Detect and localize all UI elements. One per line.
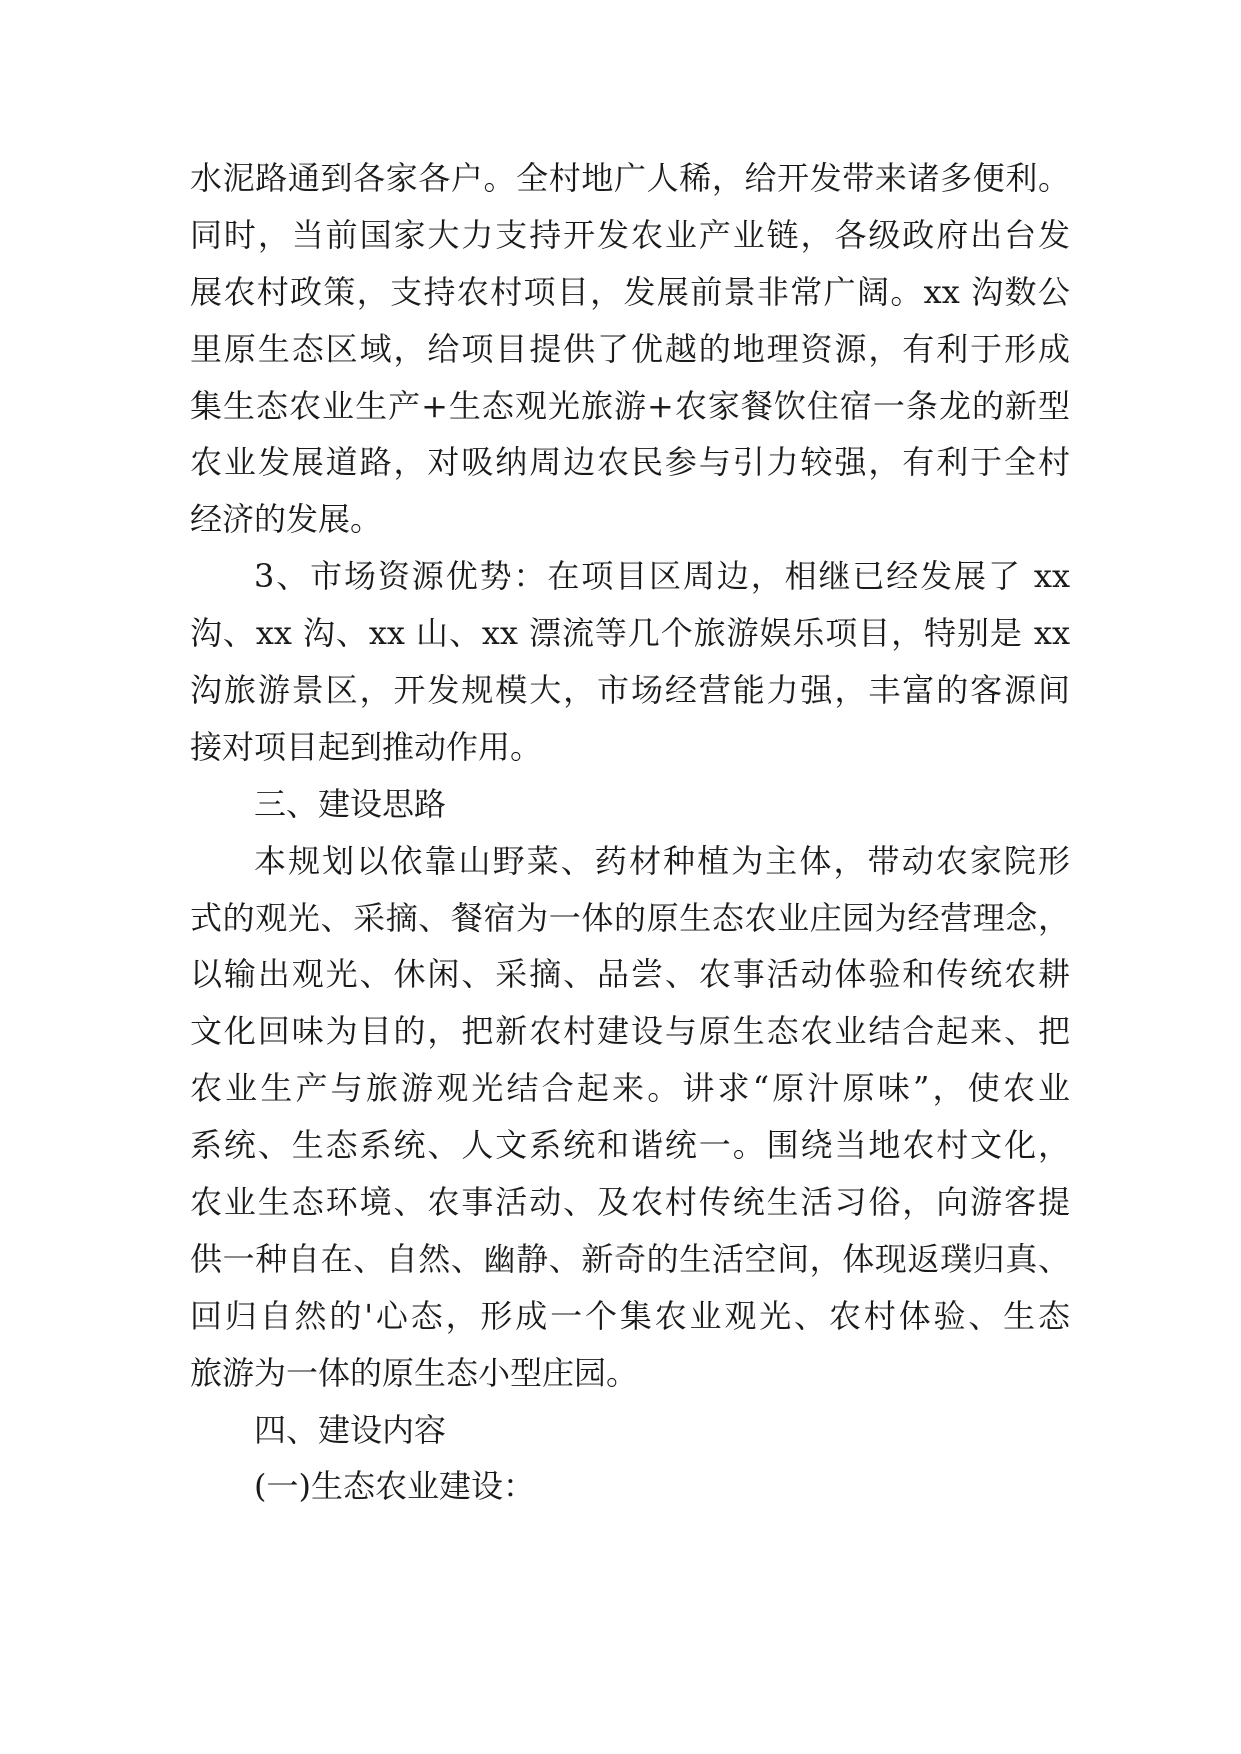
body-line: 沟旅游景区，开发规模大，市场经营能力强，丰富的客源间: [190, 671, 1070, 710]
body-line: 农业生产与旅游观光结合起来。讲求“原汁原味”，使农业: [190, 1069, 1070, 1108]
body-line: 3、市场资源优势：在项目区周边，相继已经发展了 xx: [254, 557, 1070, 596]
subsection-heading: (一)生态农业建设：: [254, 1467, 535, 1506]
document-body: [190, 150, 1070, 1515]
body-line: 接对项目起到推动作用。: [190, 727, 543, 766]
body-line: 水泥路通到各家各户。全村地广人稀，给开发带来诸多便利。: [190, 159, 1070, 197]
body-line: 里原生态区域，给项目提供了优越的地理资源，有利于形成: [190, 329, 1070, 368]
section-heading: 四、建设内容: [254, 1410, 447, 1449]
body-line: 农业生态环境、农事活动、及农村传统生活习俗，向游客提: [190, 1183, 1070, 1222]
body-line: 经济的发展。: [190, 500, 383, 539]
body-line: 旅游为一体的原生态小型庄园。: [190, 1353, 639, 1392]
body-line: 系统、生态系统、人文系统和谐统一。围绕当地农村文化，: [190, 1126, 1070, 1165]
body-line: 供一种自在、自然、幽静、新奇的生活空间，体现返璞归真、: [190, 1239, 1070, 1278]
body-line: 文化回味为目的，把新农村建设与原生态农业结合起来、把: [190, 1012, 1070, 1051]
section-heading: 三、建设思路: [254, 784, 447, 823]
body-line: 集生态农业生产+生态观光旅游+农家餐饮住宿一条龙的新型: [190, 386, 1070, 425]
body-line: 式的观光、采摘、餐宿为一体的原生态农业庄园为经营理念，: [190, 898, 1070, 937]
body-line: 沟、xx 沟、xx 山、xx 漂流等几个旅游娱乐项目，特别是 xx: [190, 614, 1070, 653]
body-line: 展农村政策，支持农村项目，发展前景非常广阔。xx 沟数公: [190, 272, 1070, 311]
body-line: 回归自然的'心态，形成一个集农业观光、农村体验、生态: [190, 1296, 1070, 1335]
body-line: 本规划以依靠山野菜、药材种植为主体，带动农家院形: [254, 841, 1070, 880]
body-line: 农业发展道路，对吸纳周边农民参与引力较强，有利于全村: [190, 443, 1070, 482]
body-line: 以输出观光、休闲、采摘、品尝、农事活动体验和传统农耕: [190, 955, 1070, 994]
body-line: 同时，当前国家大力支持开发农业产业链，各级政府出台发: [190, 215, 1070, 254]
